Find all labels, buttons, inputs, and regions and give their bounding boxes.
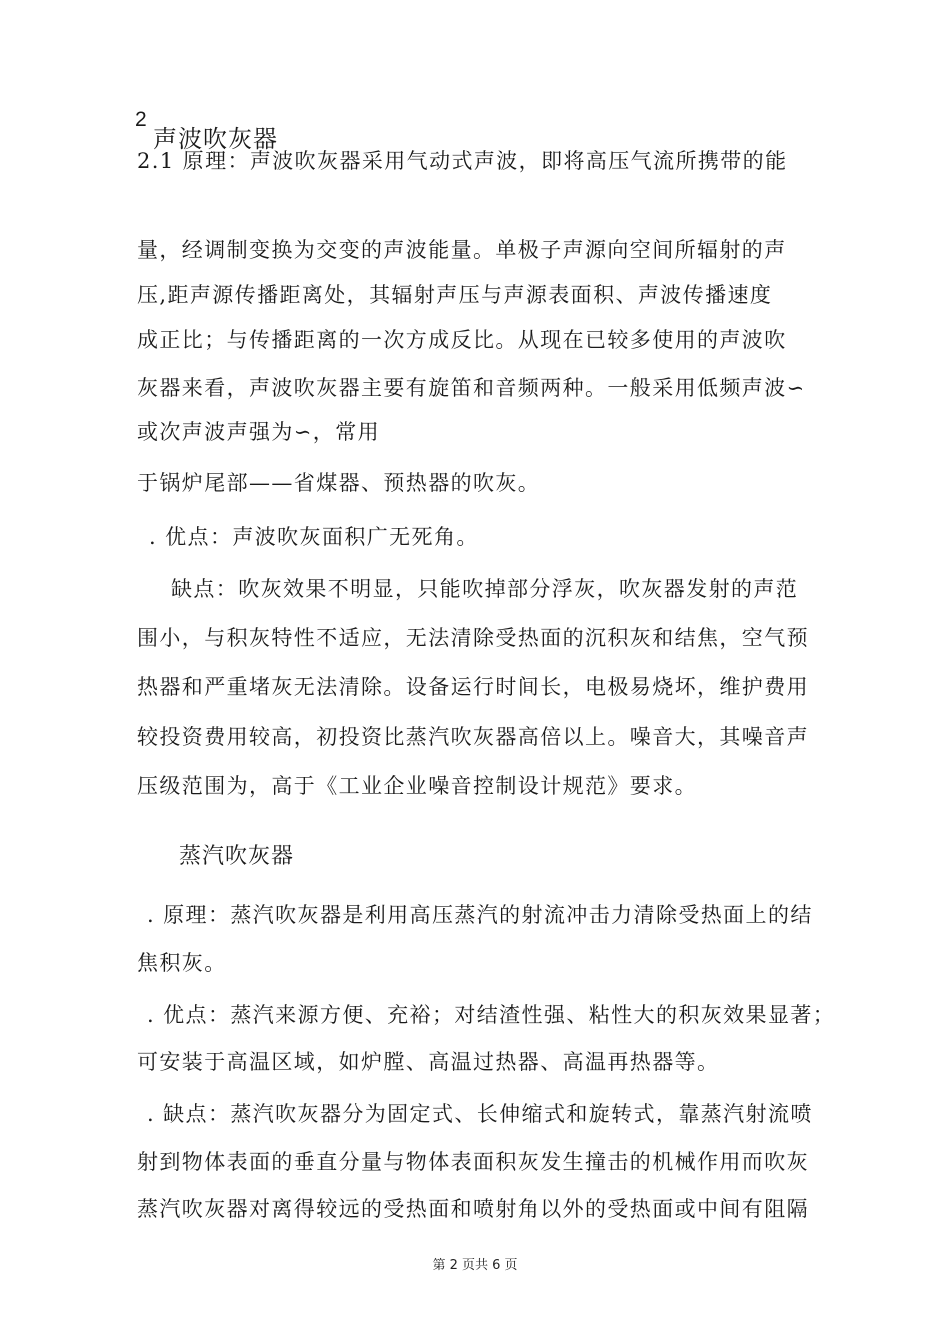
paragraph-line: . 缺点：蒸汽吹灰器分为固定式、长伸缩式和旋转式，靠蒸汽射流喷	[147, 1102, 813, 1126]
paragraph-line: 可安装于高温区域，如炉膛、高温过热器、高温再热器等。	[137, 1050, 720, 1074]
page-footer: 第 2 页共 6 页	[432, 1258, 518, 1273]
paragraph-line: . 优点：蒸汽来源方便、充裕；对结渣性强、粘性大的积灰效果显著；	[147, 1003, 836, 1027]
paragraph-line: 或次声波声强为∽，常用	[137, 420, 380, 444]
advantage-line: . 优点：声波吹灰面积广无死角。	[149, 525, 479, 549]
paragraph-line: 压级范围为，高于《工业企业噪音控制设计规范》要求。	[137, 774, 697, 798]
paragraph-line: 2.1 原理：声波吹灰器采用气动式声波，即将高压气流所携带的能	[137, 149, 788, 173]
section-title-sonic: 声波吹灰器	[153, 125, 278, 153]
paragraph-line: 缺点：吹灰效果不明显，只能吹掉部分浮灰，吹灰器发射的声范	[171, 577, 799, 601]
paragraph-line: 热器和严重堵灰无法清除。设备运行时间长，电极易烧坏，维护费用	[137, 675, 809, 699]
paragraph-line: 压,距声源传播距离处，其辐射声压与声源表面积、声波传播速度	[137, 283, 773, 307]
paragraph-line: 蒸汽吹灰器对离得较远的受热面和喷射角以外的受热面或中间有阻隔	[137, 1197, 809, 1221]
paragraph-line: 焦积灰。	[137, 951, 227, 975]
paragraph-line: 射到物体表面的垂直分量与物体表面积灰发生撞击的机械作用而吹灰	[137, 1150, 809, 1174]
paragraph-line: 于锅炉尾部——省煤器、预热器的吹灰。	[137, 471, 541, 495]
paragraph-line: 围小，与积灰特性不适应，无法清除受热面的沉积灰和结焦，空气预	[137, 626, 809, 650]
paragraph-line: . 原理：蒸汽吹灰器是利用高压蒸汽的射流冲击力清除受热面上的结	[147, 903, 813, 927]
paragraph-line: 灰器来看，声波吹灰器主要有旋笛和音频两种。一般采用低频声波∽	[137, 376, 806, 400]
section-number: 2	[135, 108, 147, 131]
paragraph-line: 量，经调制变换为交变的声波能量。单极子声源向空间所辐射的声	[137, 238, 787, 262]
paragraph-line: 成正比；与传播距离的一次方成反比。从现在已较多使用的声波吹	[137, 328, 787, 352]
section-title-steam: 蒸汽吹灰器	[179, 844, 295, 869]
paragraph-line: 较投资费用较高，初投资比蒸汽吹灰器高倍以上。噪音大，其噪音声	[137, 725, 809, 749]
